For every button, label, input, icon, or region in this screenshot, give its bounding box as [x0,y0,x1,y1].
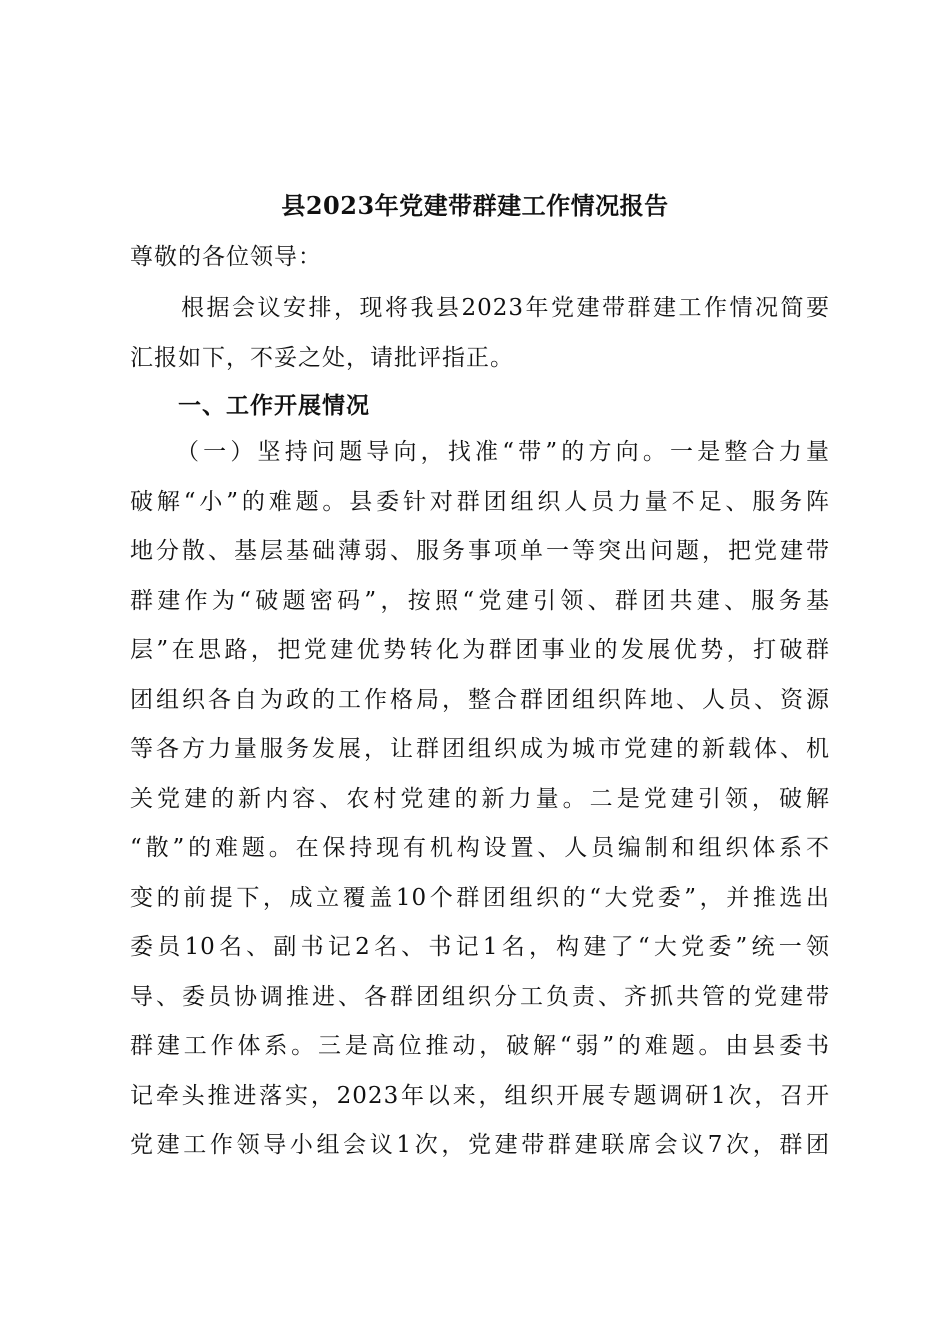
intro-line: 汇报如下，不妥之处，请批评指正。 [130,344,514,371]
section-heading: 一、工作开展情况 [178,392,370,419]
body-line: 层”在思路，把党建优势转化为群团事业的发展优势，打破群 [130,637,830,663]
body-line: 导、委员协调推进、各群团组织分工负责、齐抓共管的党建带 [130,983,830,1010]
body-line: 群建工作体系。三是高位推动，破解“弱”的难题。由县委书 [130,1033,830,1059]
intro-line: 根据会议安排，现将我县2023年党建带群建工作情况简要 [130,295,830,321]
body-line: 破解“小”的难题。县委针对群团组织人员力量不足、服务阵 [130,488,830,515]
body-line: 等各方力量服务发展，让群团组织成为城市党建的新载体、机 [130,736,830,762]
body-line: 团组织各自为政的工作格局，整合群团组织阵地、人员、资源 [130,686,830,713]
body-line: 关党建的新内容、农村党建的新力量。二是党建引领，破解 [130,785,830,812]
body-line: 变的前提下，成立覆盖10个群团组织的“大党委”，并推选出 [130,884,830,911]
body-line: 群建作为“破题密码”，按照“党建引领、群团共建、服务基 [130,587,830,614]
intro-paragraph [130,284,830,383]
body-line: （一）坚持问题导向，找准“带”的方向。一是整合力量 [176,439,830,465]
body-line: 党建工作领导小组会议1次，党建带群建联席会议7次，群团 [130,1132,830,1158]
salutation: 尊敬的各位领导： [130,244,322,270]
document-title: 县2023年党建带群建工作情况报告 [281,191,669,220]
body-paragraph [130,428,830,1171]
body-line: 委员10名、副书记2名、书记1名，构建了“大党委”统一领 [130,934,830,960]
body-line: 记牵头推进落实，2023年以来，组织开展专题调研1次，召开 [130,1082,830,1109]
body-line: “散”的难题。在保持现有机构设置、人员编制和组织体系不 [130,835,830,861]
body-line: 地分散、基层基础薄弱、服务事项单一等突出问题，把党建带 [130,538,830,564]
